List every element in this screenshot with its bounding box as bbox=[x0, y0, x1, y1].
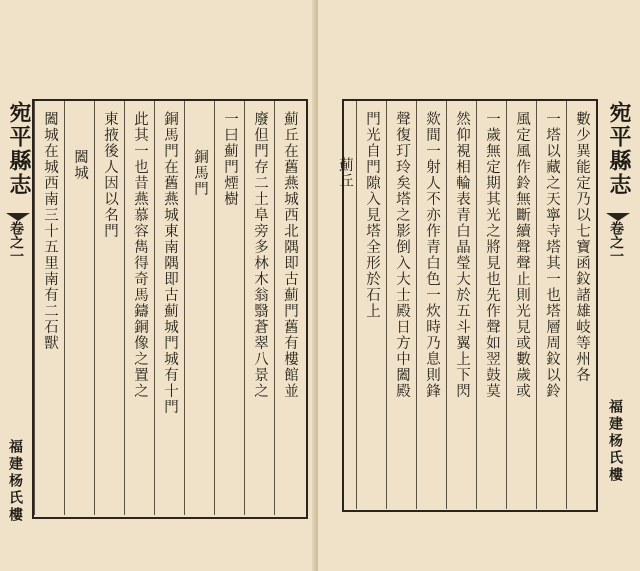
publisher-label: 福建杨氏樓 bbox=[7, 439, 23, 524]
heading-column: 銅馬門 bbox=[192, 149, 208, 197]
left-col-8 bbox=[64, 101, 94, 515]
text-column: 銅馬門在舊燕城東南隅即古薊城門城有十門 bbox=[162, 111, 178, 415]
left-col-5 bbox=[154, 101, 184, 515]
volume-label: 卷之一 bbox=[608, 221, 624, 263]
text-column: 數少異能定乃以七寶函鈫諸雄岐等州各 bbox=[574, 111, 590, 383]
text-column: 一歲無定期其光之將見也先作聲如翌鼓莫 bbox=[484, 111, 500, 399]
right-col-2 bbox=[536, 101, 566, 509]
right-col-4 bbox=[476, 101, 506, 509]
right-page bbox=[318, 0, 640, 571]
right-center-band bbox=[596, 99, 640, 512]
left-col-1 bbox=[274, 101, 304, 515]
text-column: 欻間一射人不亦作青白色一炊時乃息則鋒 bbox=[424, 111, 440, 399]
text-column: 聲復玎玲矣塔之影倒入大士殿日方中闔殿 bbox=[394, 111, 410, 399]
book-title: 宛平縣志 bbox=[606, 101, 632, 197]
text-column: 風定風作鈴無斷續聲聲止則光見或數歲或 bbox=[514, 111, 530, 399]
text-column: 東掖後人因以名門 bbox=[102, 111, 118, 239]
heading-column: 闔城 bbox=[72, 149, 88, 181]
text-column: 此其一也昔燕慕容雋得奇馬鑄銅像之置之 bbox=[132, 111, 148, 399]
left-col-4 bbox=[184, 101, 214, 515]
right-col-3 bbox=[506, 101, 536, 509]
left-col-6 bbox=[124, 101, 154, 515]
volume-label: 卷之一 bbox=[8, 221, 24, 263]
text-column: 闔城在城西南三十五里南有二石獸 bbox=[42, 111, 58, 351]
left-center-band bbox=[0, 99, 34, 524]
text-column: 薊丘在舊燕城西北隅即古薊門舊有樓館並 bbox=[282, 111, 298, 399]
left-page bbox=[0, 0, 318, 571]
right-col-6 bbox=[416, 101, 446, 509]
text-column: 一塔以藏之天寧寺塔其一也塔層周鈫以鈴 bbox=[544, 111, 560, 399]
right-col-5 bbox=[446, 101, 476, 509]
left-col-9 bbox=[34, 101, 64, 515]
text-column: 一曰薊門煙樹 bbox=[222, 111, 238, 207]
text-column: 然仰視相輪表青白晶瑩大於五斗翼上下閃 bbox=[454, 111, 470, 399]
left-col-3 bbox=[214, 101, 244, 515]
publisher-label: 福建杨氏樓 bbox=[607, 399, 623, 484]
right-col-7 bbox=[386, 101, 416, 509]
book-title: 宛平縣志 bbox=[6, 101, 32, 197]
fishtail-mark-icon bbox=[606, 213, 630, 221]
fishtail-mark-icon bbox=[6, 213, 30, 221]
heading-column: 薊丘 bbox=[337, 157, 353, 189]
right-col-1 bbox=[566, 101, 596, 509]
text-column: 廢但門存二土阜旁多林木翁翳蒼翠八景之 bbox=[252, 111, 268, 399]
left-col-7 bbox=[94, 101, 124, 515]
right-col-8 bbox=[356, 101, 386, 509]
left-col-2 bbox=[244, 101, 274, 515]
right-col-9 bbox=[337, 101, 356, 509]
text-column: 門光自門隙入見塔全形於石上 bbox=[364, 111, 380, 319]
